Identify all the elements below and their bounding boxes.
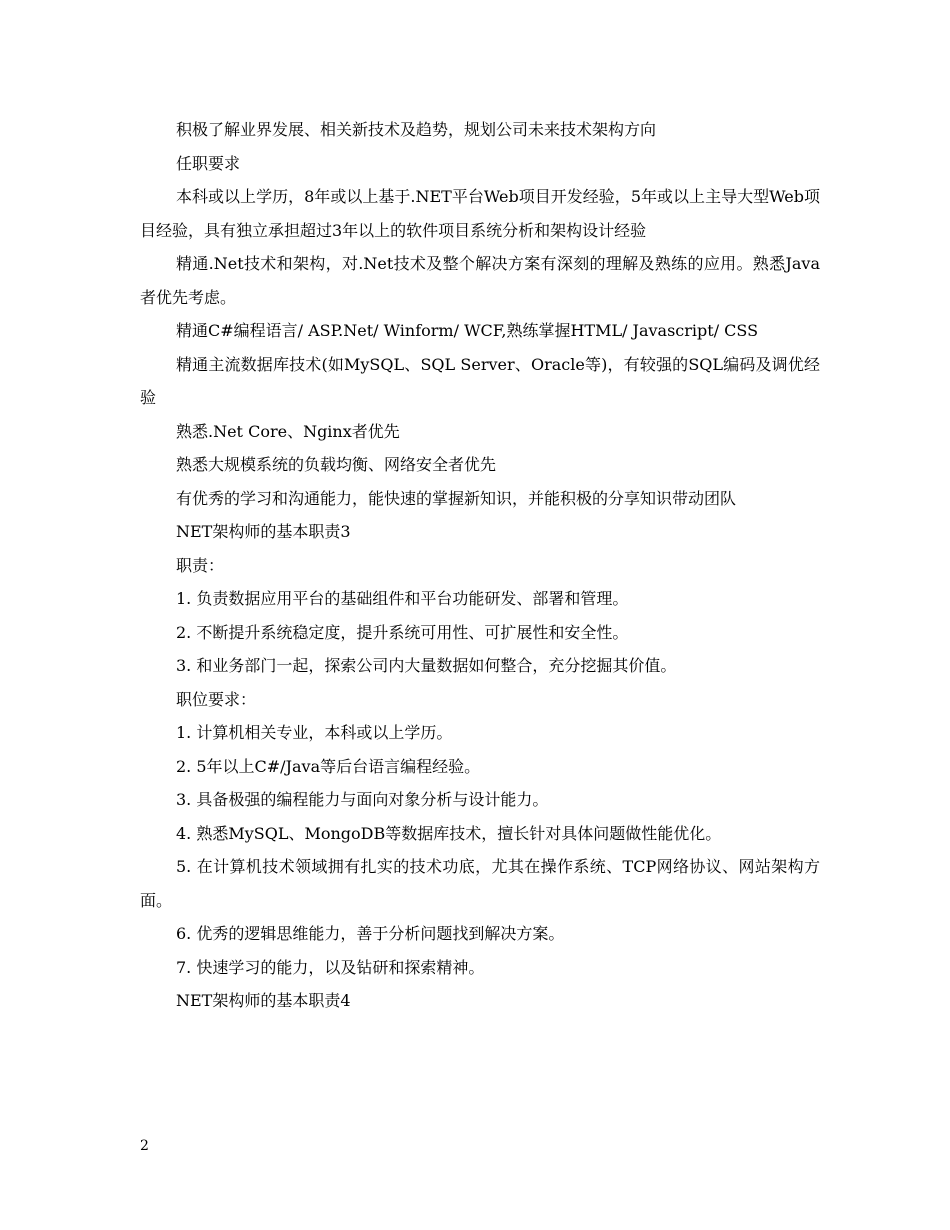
list-item: 2. 不断提升系统稳定度，提升系统可用性、可扩展性和安全性。	[176, 622, 629, 642]
paragraph: 精通主流数据库技术(如MySQL、SQL Server、Oracle等)，有较强的SQL编码及调优经验	[140, 354, 820, 407]
list-item: 4. 熟悉MySQL、MongoDB等数据库技术，擅长针对具体问题做性能优化。	[176, 823, 722, 843]
list-item: 7. 快速学习的能力，以及钻研和探索精神。	[176, 957, 485, 977]
paragraph: 有优秀的学习和沟通能力，能快速的掌握新知识，并能积极的分享知识带动团队	[176, 488, 737, 508]
section-heading: NET架构师的基本职责3	[176, 522, 351, 541]
list-item: 2. 5年以上C#/Java等后台语言编程经验。	[176, 756, 481, 776]
paragraph: 本科或以上学历，8年或以上基于.NET平台Web项目开发经验，5年或以上主导大型Web项目经验，具有独立承担超过3年以上的软件项目系统分析和架构设计经验	[140, 187, 820, 240]
section-heading: NET架构师的基本职责4	[176, 991, 351, 1010]
section-heading: 职位要求：	[176, 689, 257, 709]
paragraph: 积极了解业界发展、相关新技术及趋势，规划公司未来技术架构方向	[176, 120, 657, 139]
list-item: 3. 具备极强的编程能力与面向对象分析与设计能力。	[176, 790, 549, 809]
document-body	[140, 113, 820, 1018]
list-item: 3. 和业务部门一起，探索公司内大量数据如何整合，充分挖掘其价值。	[176, 656, 677, 675]
paragraph: 熟悉.Net Core、Nginx者优先	[176, 421, 400, 441]
list-item: 6. 优秀的逻辑思维能力，善于分析问题找到解决方案。	[176, 924, 565, 943]
paragraph: 熟悉大规模系统的负载均衡、网络安全者优先	[176, 455, 497, 474]
list-item: 1. 负责数据应用平台的基础组件和平台功能研发、部署和管理。	[176, 589, 629, 608]
section-heading: 职责：	[176, 555, 225, 575]
list-item: 5. 在计算机技术领域拥有扎实的技术功底，尤其在操作系统、TCP网络协议、网站架构方面。	[140, 857, 820, 910]
paragraph: 精通C#编程语言/ ASP.Net/ Winform/ WCF,熟练掌握HTML/ Javascript/ CSS	[176, 321, 759, 340]
section-heading: 任职要求	[176, 153, 241, 173]
paragraph: 精通.Net技术和架构，对.Net技术及整个解决方案有深刻的理解及熟练的应用。熟悉Java者优先考虑。	[140, 254, 820, 307]
list-item: 1. 计算机相关专业，本科或以上学历。	[176, 723, 453, 742]
page-number: 2	[140, 1138, 149, 1154]
